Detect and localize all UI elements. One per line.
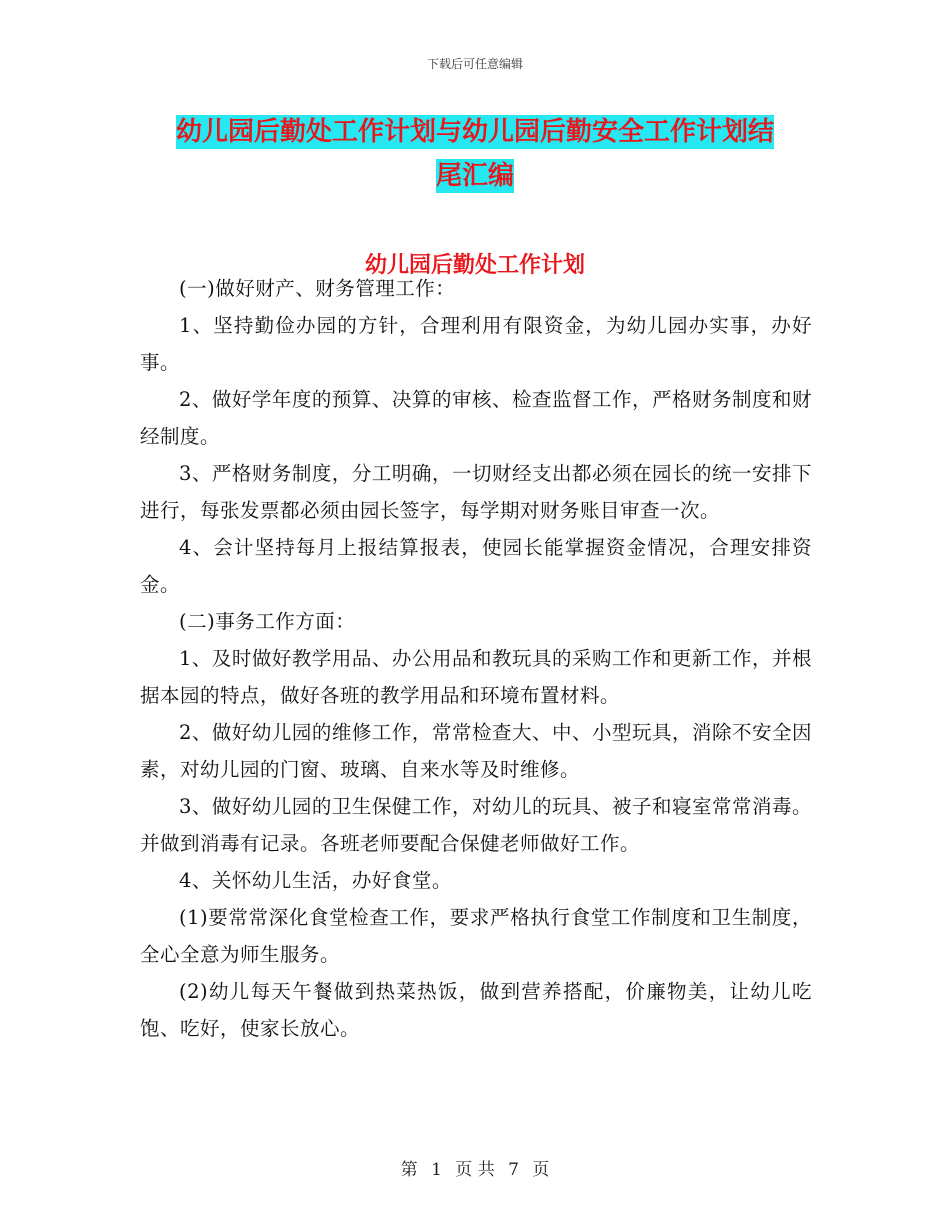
paragraph: 3、做好幼儿园的卫生保健工作，对幼儿的玩具、被子和寝室常常消毒。并做到消毒有记录。各班老师要配合保健老师做好工作。 xyxy=(140,795,812,855)
paragraph: 3、严格财务制度，分工明确，一切财经支出都必须在园长的统一安排下进行，每张发票都必须由园长签字，每学期对财务账目审查一次。 xyxy=(140,462,812,522)
paragraph: 4、关怀幼儿生活，办好食堂。 xyxy=(179,869,452,892)
paragraph: (1)要常常深化食堂检查工作，要求严格执行食堂工作制度和卫生制度，全心全意为师生服务。 xyxy=(140,906,812,966)
footer-total-pages: 7 xyxy=(508,1160,519,1180)
section-title: 幼儿园后勤处工作计划 xyxy=(364,252,585,278)
footer-prefix: 第 xyxy=(400,1160,418,1180)
paragraph: (一)做好财产、财务管理工作： xyxy=(179,277,456,300)
footer-suffix: 页 xyxy=(532,1160,550,1180)
paragraph: 2、做好幼儿园的维修工作，常常检查大、中、小型玩具，消除不安全因素，对幼儿园的门窗、玻璃、自来水等及时维修。 xyxy=(140,721,812,781)
paragraph: (二)事务工作方面： xyxy=(179,610,356,633)
header-note: 下载后可任意编辑 xyxy=(426,57,523,71)
paragraph: 4、会计坚持每月上报结算报表，使园长能掌握资金情况，合理安排资金。 xyxy=(140,536,812,596)
document-title-line1: 幼儿园后勤处工作计划与幼儿园后勤安全工作计划结 xyxy=(175,117,774,147)
document-title xyxy=(140,110,810,198)
paragraph: (2)幼儿每天午餐做到热菜热饭，做到营养搭配，价廉物美，让幼儿吃饱、吃好，使家长放心。 xyxy=(140,980,812,1040)
footer-current-page: 1 xyxy=(431,1160,442,1180)
paragraph: 1、坚持勤俭办园的方针，合理利用有限资金，为幼儿园办实事，办好事。 xyxy=(140,314,812,374)
footer-middle: 页 共 xyxy=(455,1160,495,1180)
document-title-line2: 尾汇编 xyxy=(435,161,514,191)
page-footer xyxy=(0,1155,950,1180)
paragraph: 2、做好学年度的预算、决算的审核、检查监督工作，严格财务制度和财经制度。 xyxy=(140,388,812,448)
paragraph: 1、及时做好教学用品、办公用品和教玩具的采购工作和更新工作，并根据本园的特点，做好各班的教学用品和环境布置材料。 xyxy=(140,647,812,707)
document-body xyxy=(140,270,812,1047)
